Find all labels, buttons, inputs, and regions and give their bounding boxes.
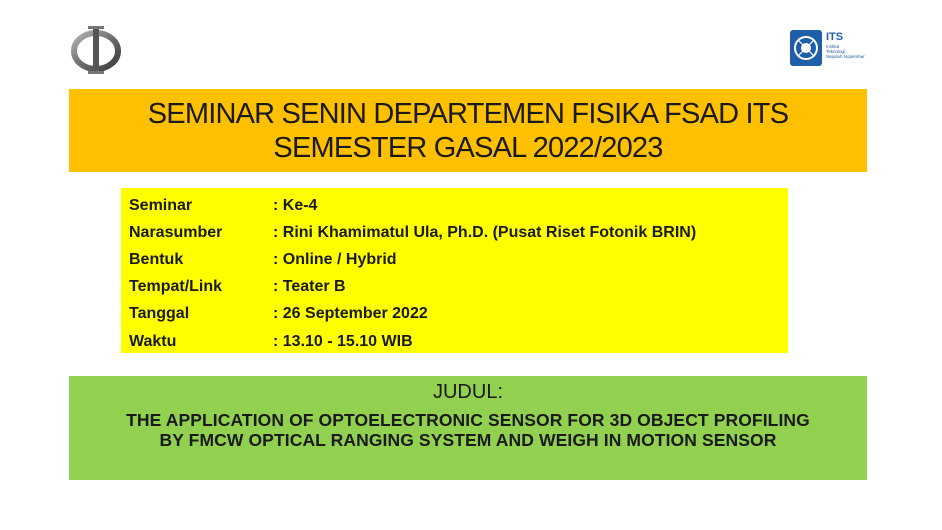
info-label: Tempat/Link	[129, 278, 223, 296]
seminar-title-band	[69, 89, 867, 172]
info-row-seminar	[129, 192, 788, 219]
info-value: : Teater B	[273, 278, 346, 296]
info-value: : Online / Hybrid	[273, 250, 397, 268]
info-row-bentuk	[129, 246, 788, 273]
info-label: Seminar	[129, 196, 193, 214]
physics-phi-logo	[68, 24, 124, 76]
info-value: : Rini Khamimatul Ula, Ph.D. (Pusat Riset Fotonik BRIN)	[273, 223, 697, 241]
info-row-tempat	[129, 274, 788, 301]
info-label: Bentuk	[129, 250, 184, 268]
its-logo-subtext-1: Institut	[826, 44, 840, 49]
info-label: Waktu	[129, 332, 177, 350]
its-logo-subtext-2: Teknologi	[826, 49, 846, 54]
its-logo-subtext-3: Sepuluh Nopember	[826, 54, 865, 59]
info-value: : 13.10 - 15.10 WIB	[273, 332, 413, 350]
judul-band	[69, 376, 867, 480]
info-row-narasumber	[129, 219, 788, 246]
judul-line-2: BY FMCW OPTICAL RANGING SYSTEM AND WEIGH IN MOTION SENSOR	[159, 430, 777, 450]
info-value: : 26 September 2022	[273, 305, 428, 323]
seminar-info-box	[121, 188, 788, 353]
its-logo-text: ITS	[826, 31, 844, 43]
info-row-tanggal	[129, 301, 788, 328]
info-label: Tanggal	[129, 305, 190, 323]
info-label: Narasumber	[129, 223, 223, 241]
info-row-waktu	[129, 328, 788, 355]
judul-label: JUDUL:	[432, 381, 503, 403]
title-line-1: SEMINAR SENIN DEPARTEMEN FISIKA FSAD ITS	[147, 97, 789, 130]
judul-line-1: THE APPLICATION OF OPTOELECTRONIC SENSOR FOR 3D OBJECT PROFILING	[126, 410, 810, 430]
its-logo	[788, 26, 868, 74]
judul-title	[69, 410, 867, 450]
title-line-2: SEMESTER GASAL 2022/2023	[273, 131, 663, 164]
info-value: : Ke-4	[273, 196, 318, 214]
